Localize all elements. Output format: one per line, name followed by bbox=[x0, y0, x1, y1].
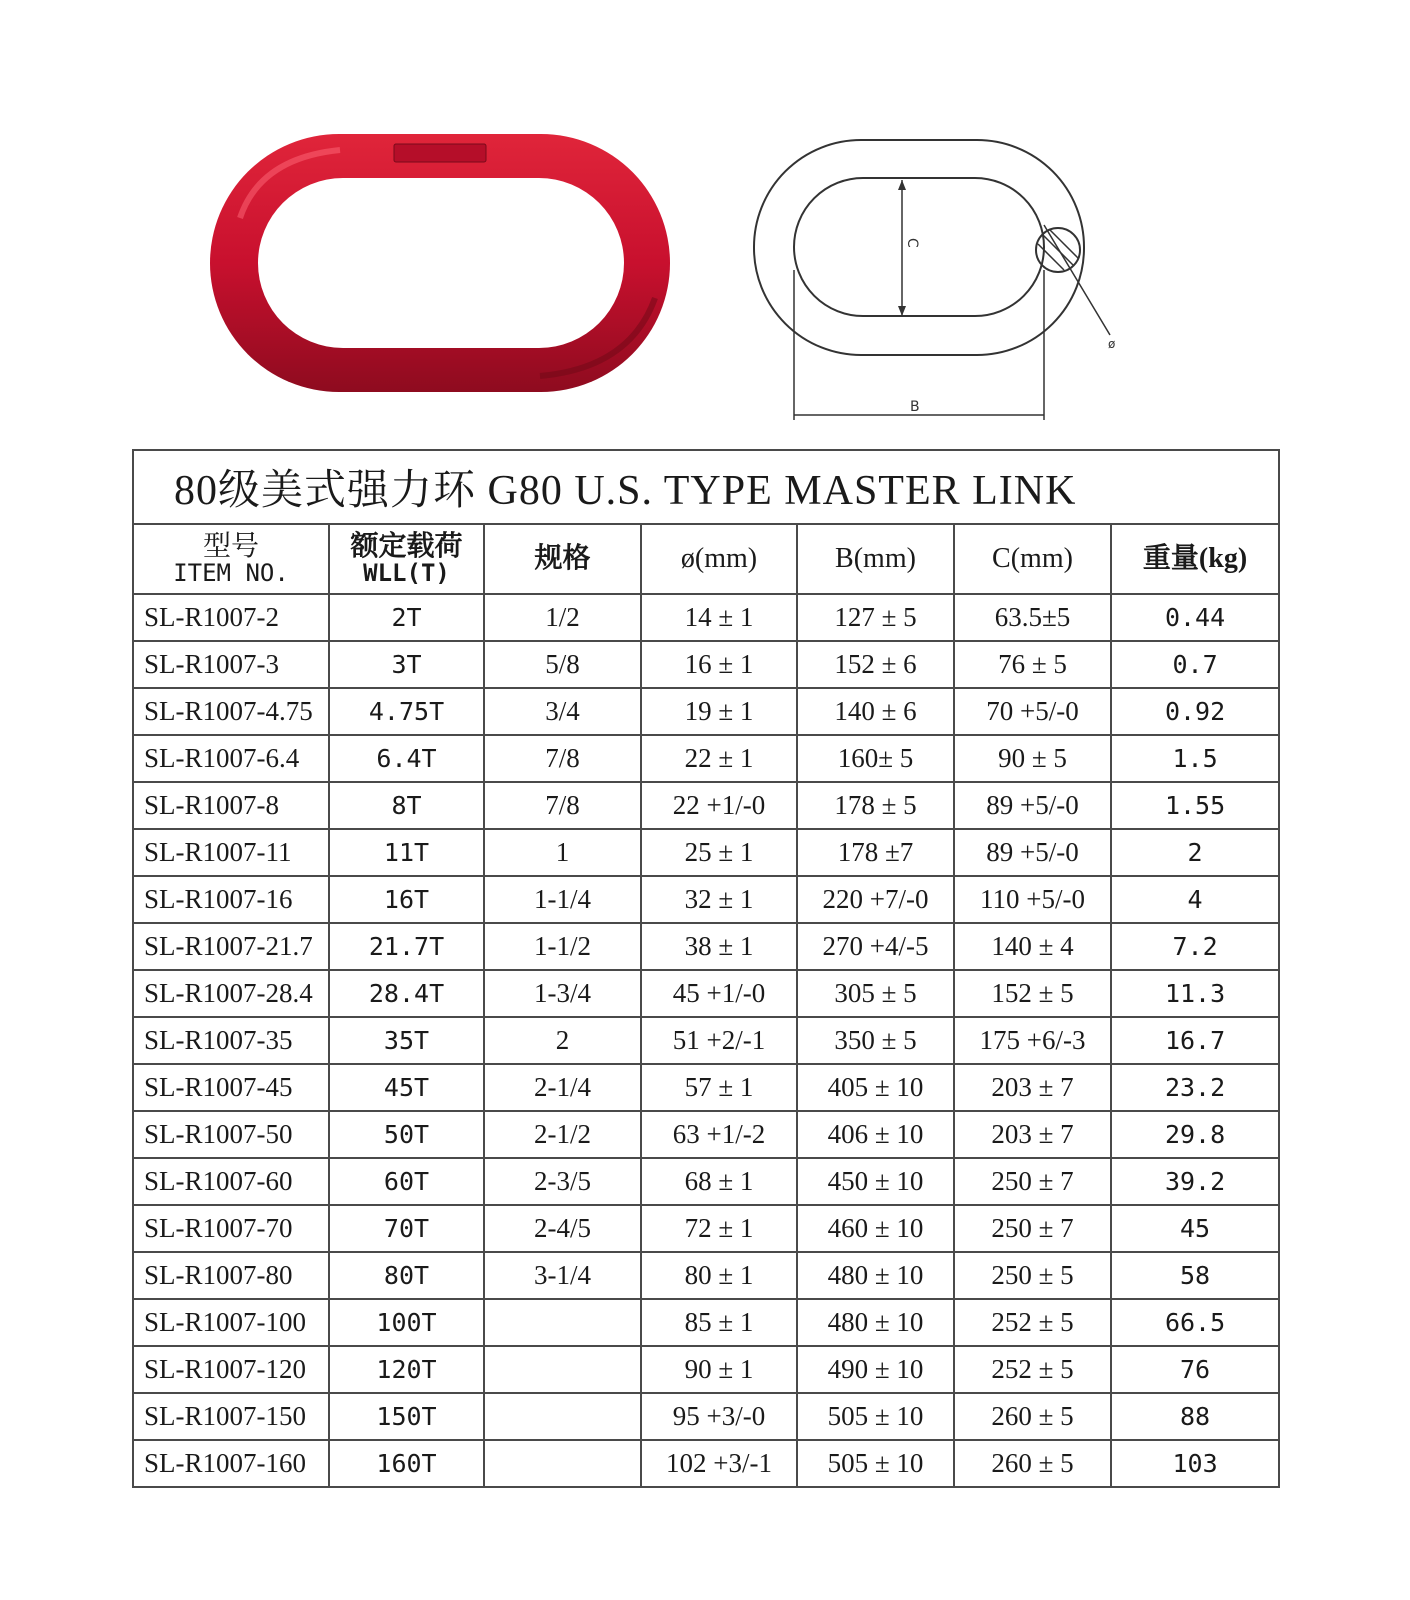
cell-diameter: 51 +2/-1 bbox=[641, 1017, 797, 1064]
cell-diameter: 102 +3/-1 bbox=[641, 1440, 797, 1487]
cell-wll: 80T bbox=[329, 1252, 484, 1299]
cell-b: 505 ± 10 bbox=[797, 1393, 954, 1440]
cell-item: SL-R1007-16 bbox=[133, 876, 329, 923]
cell-b: 406 ± 10 bbox=[797, 1111, 954, 1158]
cell-c: 250 ± 5 bbox=[954, 1252, 1111, 1299]
cell-weight: 45 bbox=[1111, 1205, 1279, 1252]
cell-diameter: 22 ± 1 bbox=[641, 735, 797, 782]
cell-item: SL-R1007-150 bbox=[133, 1393, 329, 1440]
table-row bbox=[133, 1017, 1279, 1064]
cell-weight: 1.55 bbox=[1111, 782, 1279, 829]
cell-weight: 23.2 bbox=[1111, 1064, 1279, 1111]
cell-item: SL-R1007-45 bbox=[133, 1064, 329, 1111]
cell-spec: 2 bbox=[484, 1017, 641, 1064]
cell-wll: 6.4T bbox=[329, 735, 484, 782]
cell-diameter: 68 ± 1 bbox=[641, 1158, 797, 1205]
cell-weight: 0.7 bbox=[1111, 641, 1279, 688]
table-row bbox=[133, 970, 1279, 1017]
cell-diameter: 38 ± 1 bbox=[641, 923, 797, 970]
cell-weight: 11.3 bbox=[1111, 970, 1279, 1017]
cell-c: 70 +5/-0 bbox=[954, 688, 1111, 735]
cell-b: 480 ± 10 bbox=[797, 1252, 954, 1299]
cell-wll: 8T bbox=[329, 782, 484, 829]
cell-weight: 4 bbox=[1111, 876, 1279, 923]
cell-spec: 3/4 bbox=[484, 688, 641, 735]
cell-weight: 7.2 bbox=[1111, 923, 1279, 970]
cell-spec: 1-1/4 bbox=[484, 876, 641, 923]
cell-diameter: 14 ± 1 bbox=[641, 594, 797, 641]
cell-spec: 1 bbox=[484, 829, 641, 876]
cell-wll: 2T bbox=[329, 594, 484, 641]
cell-spec: 2-1/4 bbox=[484, 1064, 641, 1111]
cell-b: 140 ± 6 bbox=[797, 688, 954, 735]
cell-spec bbox=[484, 1346, 641, 1393]
cell-item: SL-R1007-3 bbox=[133, 641, 329, 688]
cell-b: 160± 5 bbox=[797, 735, 954, 782]
cell-spec bbox=[484, 1393, 641, 1440]
table-row bbox=[133, 923, 1279, 970]
cell-wll: 45T bbox=[329, 1064, 484, 1111]
cell-b: 480 ± 10 bbox=[797, 1299, 954, 1346]
table-row bbox=[133, 1252, 1279, 1299]
cell-item: SL-R1007-28.4 bbox=[133, 970, 329, 1017]
cell-item: SL-R1007-4.75 bbox=[133, 688, 329, 735]
cell-spec: 7/8 bbox=[484, 782, 641, 829]
cell-item: SL-R1007-120 bbox=[133, 1346, 329, 1393]
cell-spec: 2-1/2 bbox=[484, 1111, 641, 1158]
cell-b: 152 ± 6 bbox=[797, 641, 954, 688]
cell-b: 450 ± 10 bbox=[797, 1158, 954, 1205]
dimension-label-c: C bbox=[904, 238, 920, 248]
cell-c: 175 +6/-3 bbox=[954, 1017, 1111, 1064]
cell-item: SL-R1007-11 bbox=[133, 829, 329, 876]
table-row bbox=[133, 829, 1279, 876]
cell-weight: 66.5 bbox=[1111, 1299, 1279, 1346]
cell-weight: 39.2 bbox=[1111, 1158, 1279, 1205]
cell-wll: 160T bbox=[329, 1440, 484, 1487]
dimension-label-b: B bbox=[910, 399, 920, 415]
cell-c: 250 ± 7 bbox=[954, 1158, 1111, 1205]
cell-weight: 103 bbox=[1111, 1440, 1279, 1487]
table-row bbox=[133, 735, 1279, 782]
product-photo bbox=[200, 128, 680, 400]
table-title-cell bbox=[133, 450, 1279, 524]
cell-diameter: 90 ± 1 bbox=[641, 1346, 797, 1393]
cell-spec: 3-1/4 bbox=[484, 1252, 641, 1299]
cell-wll: 50T bbox=[329, 1111, 484, 1158]
cell-weight: 16.7 bbox=[1111, 1017, 1279, 1064]
cell-spec: 1/2 bbox=[484, 594, 641, 641]
cell-spec: 1-3/4 bbox=[484, 970, 641, 1017]
table-row bbox=[133, 1064, 1279, 1111]
header-spec: 规格 bbox=[484, 524, 641, 594]
cell-c: 250 ± 7 bbox=[954, 1205, 1111, 1252]
cell-b: 178 ± 5 bbox=[797, 782, 954, 829]
cell-wll: 16T bbox=[329, 876, 484, 923]
cell-spec: 7/8 bbox=[484, 735, 641, 782]
cell-diameter: 19 ± 1 bbox=[641, 688, 797, 735]
table-row bbox=[133, 594, 1279, 641]
header-wll bbox=[329, 524, 484, 594]
cell-c: 90 ± 5 bbox=[954, 735, 1111, 782]
cell-weight: 29.8 bbox=[1111, 1111, 1279, 1158]
cell-wll: 3T bbox=[329, 641, 484, 688]
cell-diameter: 95 +3/-0 bbox=[641, 1393, 797, 1440]
cell-c: 260 ± 5 bbox=[954, 1393, 1111, 1440]
table-row bbox=[133, 1158, 1279, 1205]
cell-item: SL-R1007-8 bbox=[133, 782, 329, 829]
cell-wll: 11T bbox=[329, 829, 484, 876]
header-weight: 重量(kg) bbox=[1111, 524, 1279, 594]
table-row bbox=[133, 1299, 1279, 1346]
cell-diameter: 85 ± 1 bbox=[641, 1299, 797, 1346]
cell-spec bbox=[484, 1299, 641, 1346]
cell-c: 63.5±5 bbox=[954, 594, 1111, 641]
cell-b: 505 ± 10 bbox=[797, 1440, 954, 1487]
cell-c: 152 ± 5 bbox=[954, 970, 1111, 1017]
cell-wll: 150T bbox=[329, 1393, 484, 1440]
cell-item: SL-R1007-21.7 bbox=[133, 923, 329, 970]
dimension-label-d: ø bbox=[1108, 337, 1116, 351]
cell-weight: 58 bbox=[1111, 1252, 1279, 1299]
cell-c: 110 +5/-0 bbox=[954, 876, 1111, 923]
cell-diameter: 32 ± 1 bbox=[641, 876, 797, 923]
cell-b: 178 ±7 bbox=[797, 829, 954, 876]
cell-item: SL-R1007-80 bbox=[133, 1252, 329, 1299]
cell-b: 270 +4/-5 bbox=[797, 923, 954, 970]
cell-weight: 0.44 bbox=[1111, 594, 1279, 641]
cell-item: SL-R1007-100 bbox=[133, 1299, 329, 1346]
table-row bbox=[133, 688, 1279, 735]
cell-weight: 88 bbox=[1111, 1393, 1279, 1440]
cell-item: SL-R1007-70 bbox=[133, 1205, 329, 1252]
cell-item: SL-R1007-6.4 bbox=[133, 735, 329, 782]
header-b: B(mm) bbox=[797, 524, 954, 594]
cell-item: SL-R1007-160 bbox=[133, 1440, 329, 1487]
cell-b: 220 +7/-0 bbox=[797, 876, 954, 923]
header-wll-en: WLL(T) bbox=[363, 559, 450, 588]
cell-c: 260 ± 5 bbox=[954, 1440, 1111, 1487]
cell-item: SL-R1007-60 bbox=[133, 1158, 329, 1205]
cell-item: SL-R1007-2 bbox=[133, 594, 329, 641]
cell-c: 89 +5/-0 bbox=[954, 782, 1111, 829]
cell-b: 127 ± 5 bbox=[797, 594, 954, 641]
cell-c: 252 ± 5 bbox=[954, 1299, 1111, 1346]
table-row bbox=[133, 641, 1279, 688]
cell-diameter: 16 ± 1 bbox=[641, 641, 797, 688]
cell-diameter: 63 +1/-2 bbox=[641, 1111, 797, 1158]
header-c: C(mm) bbox=[954, 524, 1111, 594]
dimension-diagram bbox=[752, 130, 1152, 430]
cell-b: 490 ± 10 bbox=[797, 1346, 954, 1393]
cell-item: SL-R1007-35 bbox=[133, 1017, 329, 1064]
header-diameter: ø(mm) bbox=[641, 524, 797, 594]
cell-wll: 28.4T bbox=[329, 970, 484, 1017]
cell-diameter: 57 ± 1 bbox=[641, 1064, 797, 1111]
cell-diameter: 22 +1/-0 bbox=[641, 782, 797, 829]
cell-c: 203 ± 7 bbox=[954, 1064, 1111, 1111]
cell-wll: 100T bbox=[329, 1299, 484, 1346]
cell-c: 252 ± 5 bbox=[954, 1346, 1111, 1393]
cell-c: 89 +5/-0 bbox=[954, 829, 1111, 876]
cell-item: SL-R1007-50 bbox=[133, 1111, 329, 1158]
cell-wll: 4.75T bbox=[329, 688, 484, 735]
cell-wll: 35T bbox=[329, 1017, 484, 1064]
table-row bbox=[133, 1393, 1279, 1440]
cell-wll: 70T bbox=[329, 1205, 484, 1252]
table-row bbox=[133, 782, 1279, 829]
cell-diameter: 72 ± 1 bbox=[641, 1205, 797, 1252]
spec-table bbox=[132, 449, 1280, 1488]
cell-wll: 21.7T bbox=[329, 923, 484, 970]
cell-b: 405 ± 10 bbox=[797, 1064, 954, 1111]
cell-spec: 1-1/2 bbox=[484, 923, 641, 970]
header-item-en: ITEM NO. bbox=[173, 559, 289, 588]
cell-wll: 60T bbox=[329, 1158, 484, 1205]
cell-diameter: 45 +1/-0 bbox=[641, 970, 797, 1017]
header-wll-cn: 额定载荷 bbox=[350, 530, 463, 562]
cell-spec: 5/8 bbox=[484, 641, 641, 688]
table-title: 80级美式强力环 G80 U.S. TYPE MASTER LINK bbox=[174, 468, 1077, 514]
cell-weight: 1.5 bbox=[1111, 735, 1279, 782]
cell-spec bbox=[484, 1440, 641, 1487]
cell-weight: 0.92 bbox=[1111, 688, 1279, 735]
cell-c: 203 ± 7 bbox=[954, 1111, 1111, 1158]
cell-b: 305 ± 5 bbox=[797, 970, 954, 1017]
table-row bbox=[133, 1346, 1279, 1393]
cell-b: 460 ± 10 bbox=[797, 1205, 954, 1252]
cell-weight: 2 bbox=[1111, 829, 1279, 876]
cell-b: 350 ± 5 bbox=[797, 1017, 954, 1064]
table-row bbox=[133, 1205, 1279, 1252]
cell-spec: 2-3/5 bbox=[484, 1158, 641, 1205]
table-row bbox=[133, 1440, 1279, 1487]
cell-spec: 2-4/5 bbox=[484, 1205, 641, 1252]
cell-diameter: 80 ± 1 bbox=[641, 1252, 797, 1299]
table-row bbox=[133, 876, 1279, 923]
table-body bbox=[133, 594, 1279, 1487]
table-row bbox=[133, 1111, 1279, 1158]
cell-wll: 120T bbox=[329, 1346, 484, 1393]
cell-weight: 76 bbox=[1111, 1346, 1279, 1393]
cell-c: 76 ± 5 bbox=[954, 641, 1111, 688]
header-item-cn: 型号 bbox=[202, 530, 259, 562]
header-item bbox=[133, 524, 329, 594]
header-row bbox=[133, 524, 1279, 594]
cell-diameter: 25 ± 1 bbox=[641, 829, 797, 876]
cell-c: 140 ± 4 bbox=[954, 923, 1111, 970]
